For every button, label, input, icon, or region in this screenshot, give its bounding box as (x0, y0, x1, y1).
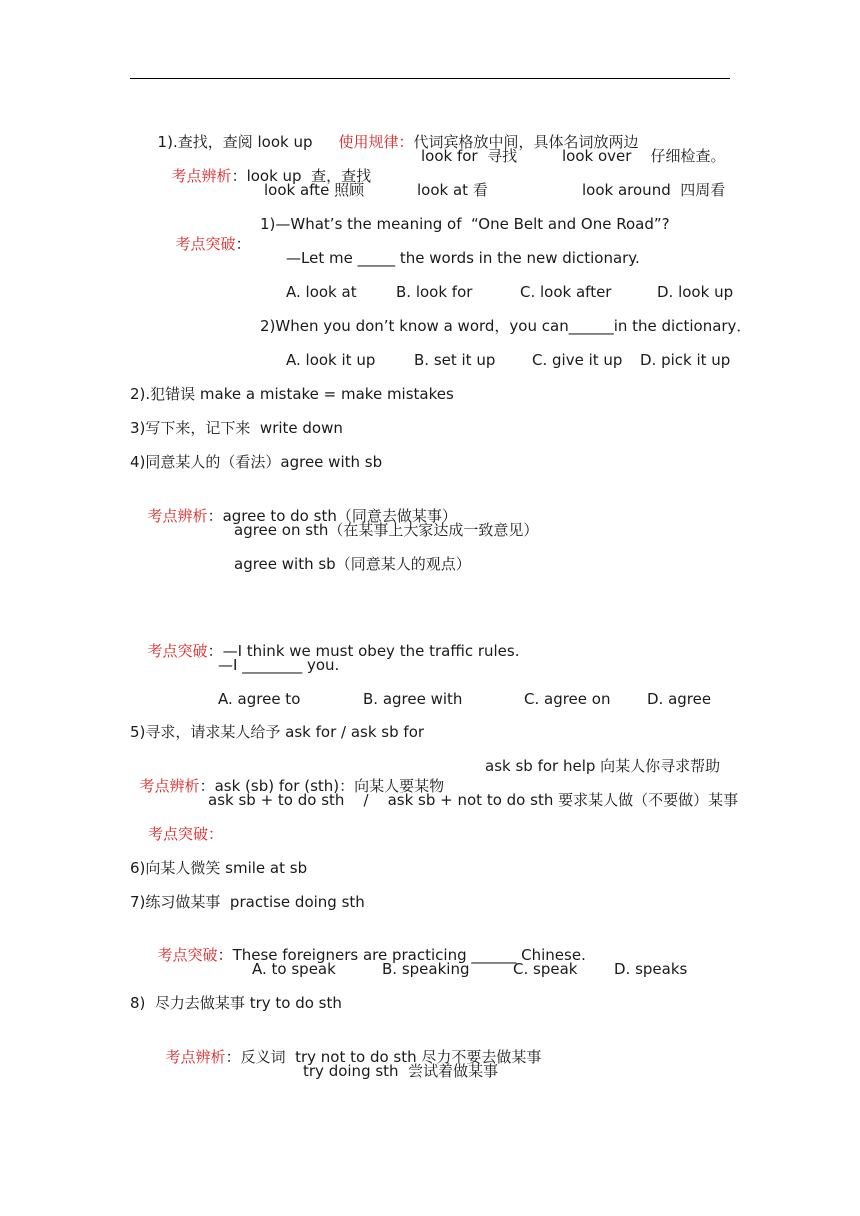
item-6: 6)向某人微笑 smile at sb (130, 859, 308, 877)
item-2: 2).犯错误 make a mistake = make mistakes (130, 385, 454, 403)
option-a: A. look at (286, 283, 357, 301)
option-c: C. speak (513, 960, 578, 978)
usage-rule-text: 代词宾格放中间，具体名词放两边 (413, 133, 639, 151)
option-b: B. set it up (414, 351, 496, 369)
option-d: D. speaks (614, 960, 688, 978)
option-b: B. agree with (363, 690, 463, 708)
analysis-line-agree: 考点辨析：agree to do sth（同意去做某事） (147, 507, 457, 525)
analysis-label: 考点辨析 (147, 507, 208, 525)
option-d: D. pick it up (640, 351, 731, 369)
analysis-look-over: look over 仔细检查。 (562, 147, 726, 165)
item-7: 7)练习做某事 practise doing sth (130, 893, 365, 911)
usage-rule-label: 使用规律： (338, 133, 414, 151)
option-b: B. speaking (382, 960, 470, 978)
analysis-line-try: 考点辨析：反义词 try not to do sth 尽力不要去做某事 (165, 1048, 542, 1066)
item-8: 8) 尽力去做某事 try to do sth (130, 994, 342, 1012)
analysis-label: 考点辨析 (171, 167, 232, 185)
analysis-look-around: look around 四周看 (582, 181, 726, 199)
analysis-try-doing: try doing sth 尝试着做某事 (303, 1062, 499, 1080)
practice-answer-line: —I ________ you. (218, 656, 340, 674)
analysis-ask-to-do: ask sb + to do sth / ask sb + not to do sth 要求某人做（不要做）某事 (208, 791, 739, 809)
option-a: A. to speak (252, 960, 336, 978)
option-d: D. agree (647, 690, 712, 708)
option-d: D. look up (657, 283, 734, 301)
analysis-look-up: ：look up 查，查找 (231, 167, 372, 185)
practice-label: 考点突破 (147, 642, 208, 660)
question-1-answer-line: —Let me _____ the words in the new dictionary. (286, 249, 640, 267)
item-5: 5)寻求，请求某人给予 ask for / ask sb for (130, 723, 425, 741)
analysis-agree-on: agree on sth（在某事上大家达成一致意见） (234, 521, 539, 539)
analysis-label: 考点辨析 (139, 777, 200, 795)
analysis-line-ask: 考点辨析：ask (sb) for (sth)：向某人要某物 (139, 777, 445, 795)
analysis-agree-with: agree with sb（同意某人的观点） (234, 555, 471, 573)
practice-label: 考点突破 (175, 235, 236, 253)
question-2-text: 2)When you don’t know a word，you can______in the dictionary． (260, 317, 752, 335)
practice-label: 考点突破 (157, 946, 218, 964)
option-c: C. look after (520, 283, 612, 301)
analysis-look-after: look afte 照顾 (264, 181, 365, 199)
option-a: A. agree to (218, 690, 301, 708)
analysis-look-for: look for 寻找 (421, 147, 518, 165)
item-1-heading: 1).查找，查阅 look up (157, 133, 313, 151)
practice-label: 考点突破： (148, 825, 224, 843)
item-4: 4)同意某人的（看法）agree with sb (130, 453, 383, 471)
analysis-label: 考点辨析 (165, 1048, 226, 1066)
option-a: A. look it up (286, 351, 376, 369)
question-1-text: 1)—What’s the meaning of “One Belt and One Road”? (260, 215, 670, 233)
analysis-look-at: look at 看 (417, 181, 488, 199)
option-c: C. agree on (524, 690, 611, 708)
analysis-ask-help: ask sb for help 向某人你寻求帮助 (485, 757, 721, 775)
practice-line-agree: 考点突破：—I think we must obey the traffic rules. (147, 642, 520, 660)
item-3: 3)写下来，记下来 write down (130, 419, 343, 437)
header-rule (130, 78, 730, 79)
practice-line-practise: 考点突破：These foreigners are practicing ______ Chinese. (157, 946, 586, 964)
option-c: C. give it up (532, 351, 623, 369)
practice-line-1: 考点突破： (175, 235, 251, 253)
option-b: B. look for (396, 283, 473, 301)
